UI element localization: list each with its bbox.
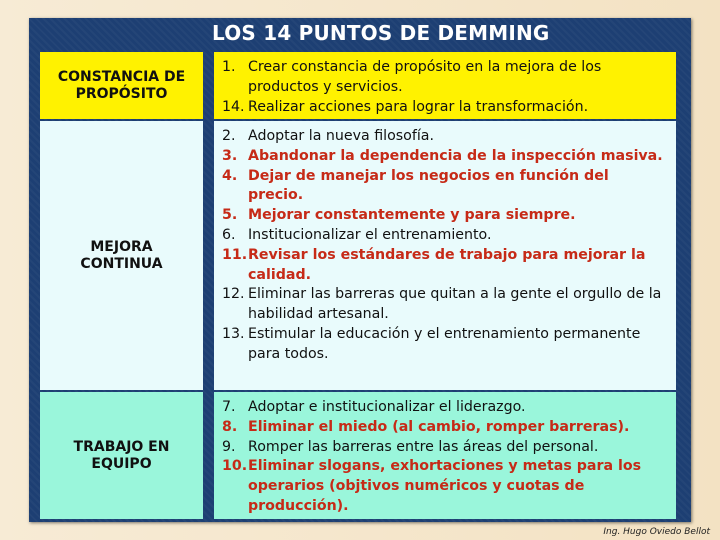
list-item [222,457,668,516]
item-number: 5. [222,207,238,224]
item-number: 10. [222,458,248,475]
item-text: Abandonar la dependencia de la inspección masiva. [248,147,663,164]
section-label-trabajo [40,392,203,519]
item-text: Realizar acciones para lograr la transformación. [248,98,589,115]
item-number: 7. [222,399,236,415]
list-item [222,246,668,286]
list-item [222,398,668,418]
list-item [222,418,668,438]
item-text: Eliminar el miedo (al cambio, romper barreras). [248,418,630,435]
slide-title: LOS 14 PUNTOS DE DEMMING [212,21,550,45]
item-text: Estimular la educación y el entrenamiento permanente para todos. [248,325,641,362]
item-number: 4. [222,167,238,184]
list-item [222,206,668,226]
list-item [222,167,668,207]
item-number: 3. [222,147,238,164]
section-items-trabajo [214,392,676,519]
item-text: Mejorar constantemente y para siempre. [248,207,576,224]
item-number: 2. [222,128,236,144]
item-number: 1. [222,59,236,75]
author-credit: Ing. Hugo Oviedo Bellot [603,527,710,537]
item-number: 6. [222,226,236,243]
item-text: Romper las barreras entre las áreas del personal. [248,438,599,455]
item-text: Revisar los estándares de trabajo para mejorar la calidad. [248,246,646,283]
item-number: 13. [222,325,245,342]
item-text: Eliminar las barreras que quitan a la gente el orgullo de la habilidad artesanal. [248,286,662,323]
item-text: Crear constancia de propósito en la mejora de los productos y servicios. [248,59,602,95]
item-number: 12. [222,286,245,303]
item-text: Adoptar e institucionalizar el liderazgo. [248,399,526,415]
section-label-line: MEJORA [90,238,153,255]
section-label-line: PROPÓSITO [75,85,168,102]
item-text: Eliminar slogans, exhortaciones y metas para los operarios (objtivos numéricos y cuotas de producción). [248,458,642,514]
item-text: Dejar de manejar los negocios en función del precio. [248,167,609,204]
list-item [222,147,668,167]
item-number: 9. [222,438,236,455]
item-number: 11. [222,246,248,263]
section-label-mejora [40,121,203,390]
list-item [222,58,668,98]
section-items-mejora [214,121,676,390]
section-items-constancia [214,52,676,119]
list-item [222,127,668,147]
section-label-line: TRABAJO EN [73,438,170,455]
section-label-line: EQUIPO [91,455,152,472]
list-item [222,438,668,458]
list-item [222,325,668,365]
item-text: Adoptar la nueva filosofía. [248,128,434,144]
section-label-line: CONTINUA [80,255,163,272]
list-item [222,226,668,246]
item-number: 8. [222,418,238,435]
section-label-line: CONSTANCIA DE [57,68,186,85]
item-text: Institucionalizar el entrenamiento. [248,226,492,243]
list-item [222,98,668,118]
section-label-constancia [40,52,203,119]
list-item [222,285,668,325]
item-number: 14. [222,98,245,115]
